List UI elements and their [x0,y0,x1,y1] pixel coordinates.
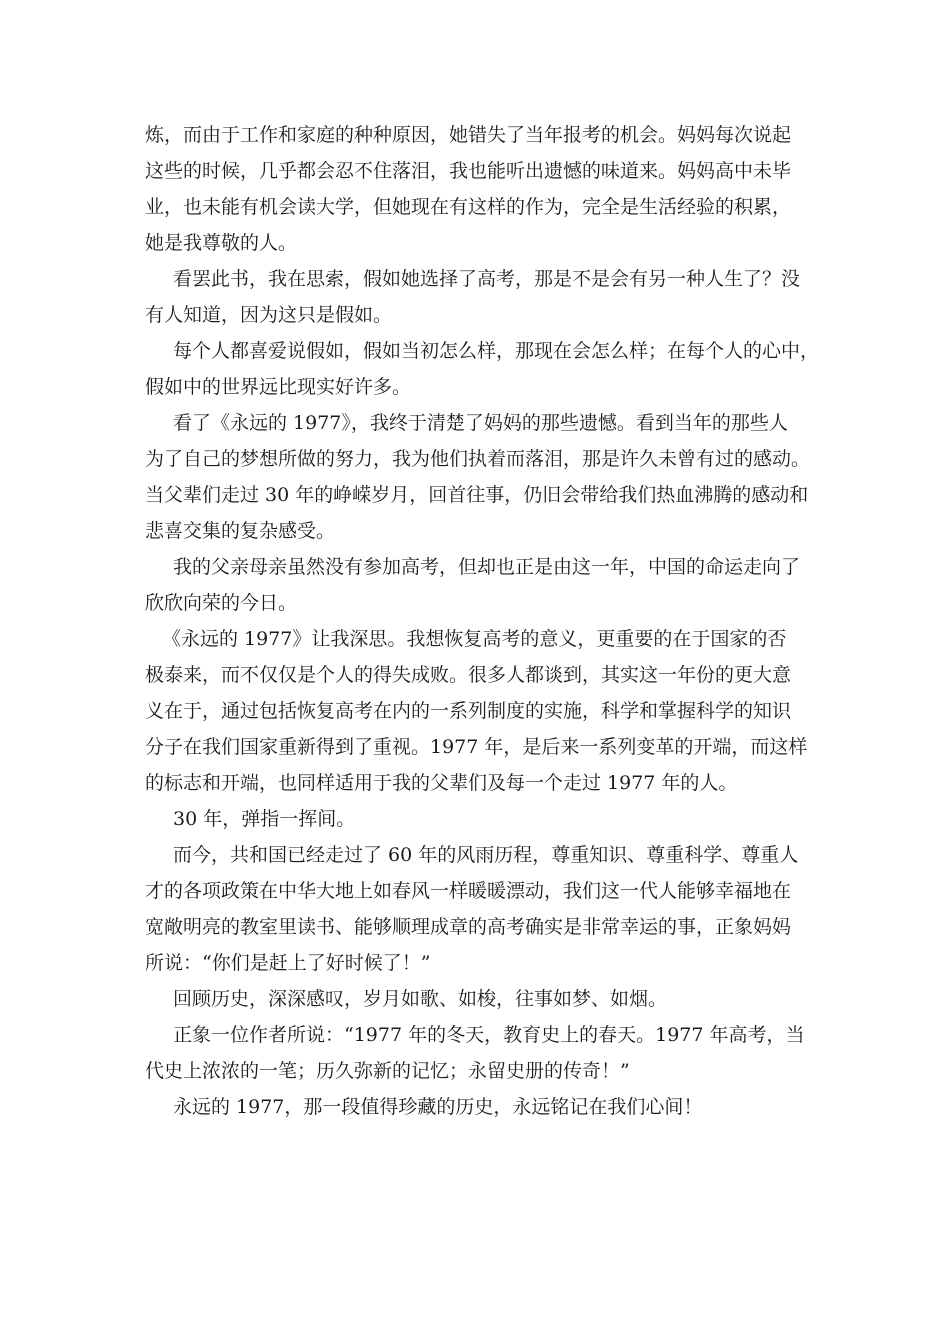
text-line: 悲喜交集的复杂感受。 [145,520,336,542]
text-line: 所说：“你们是赶上了好时候了！” [145,952,431,974]
paragraph-first-line: 我的父亲母亲虽然没有参加高考，但却也正是由这一年，中国的命运走向了 [173,556,801,578]
paragraph-first-line: 回顾历史，深深感叹，岁月如歌、如梭，往事如梦、如烟。 [173,988,668,1010]
paragraph-first-line: 《永远的 1977》让我深思。我想恢复高考的意义，更重要的在于国家的否 [162,628,787,650]
text-line: 才的各项政策在中华大地上如春风一样暖暖漂动，我们这一代人能够幸福地在 [145,880,792,902]
text-line: 假如中的世界远比现实好许多。 [145,376,412,398]
text-line: 极泰来，而不仅仅是个人的得失成败。很多人都谈到，其实这一年份的更大意 [145,664,792,686]
text-line: 有人知道，因为这只是假如。 [145,304,393,326]
text-line: 代史上浓浓的一笔；历久弥新的记忆；永留史册的传奇！” [145,1060,630,1082]
paragraph-first-line: 看了《永远的 1977》，我终于清楚了妈妈的那些遗憾。看到当年的那些人 [173,412,788,434]
paragraph-first-line: 看罢此书，我在思索，假如她选择了高考，那是不是会有另一种人生了？没 [173,268,801,290]
text-line: 欣欣向荣的今日。 [145,592,298,614]
text-line: 这些的时候，几乎都会忍不住落泪，我也能听出遗憾的味道来。妈妈高中未毕 [145,160,792,182]
text-line: 分子在我们国家重新得到了重视。1977 年，是后来一系列变革的开端，而这样 [145,736,808,758]
text-line: 宽敞明亮的教室里读书、能够顺理成章的高考确实是非常幸运的事，正象妈妈 [145,916,792,938]
paragraph-first-line: 而今，共和国已经走过了 60 年的风雨历程，尊重知识、尊重科学、尊重人 [173,844,799,866]
text-line: 她是我尊敬的人。 [145,232,298,254]
paragraph-first-line: 正象一位作者所说：“1977 年的冬天，教育史上的春天。1977 年高考，当 [173,1024,805,1046]
paragraph-first-line: 30 年，弹指一挥间。 [173,808,356,830]
text-line: 义在于，通过包括恢复高考在内的一系列制度的实施，科学和掌握科学的知识 [145,700,792,722]
text-line: 为了自己的梦想所做的努力，我为他们执着而落泪，那是许久未曾有过的感动。 [145,448,811,470]
paragraph-first-line: 永远的 1977，那一段值得珍藏的历史，永远铭记在我们心间！ [173,1096,703,1118]
text-line: 的标志和开端，也同样适用于我的父辈们及每一个走过 1977 年的人。 [145,772,738,794]
text-line: 当父辈们走过 30 年的峥嵘岁月，回首往事，仍旧会带给我们热血沸腾的感动和 [145,484,809,506]
text-line: 业，也未能有机会读大学，但她现在有这样的作为，完全是生活经验的积累， [145,196,792,218]
paragraph-first-line: 每个人都喜爱说假如，假如当初怎么样，那现在会怎么样；在每个人的心中， [173,340,820,362]
text-line: 炼，而由于工作和家庭的种种原因，她错失了当年报考的机会。妈妈每次说起 [145,124,792,146]
